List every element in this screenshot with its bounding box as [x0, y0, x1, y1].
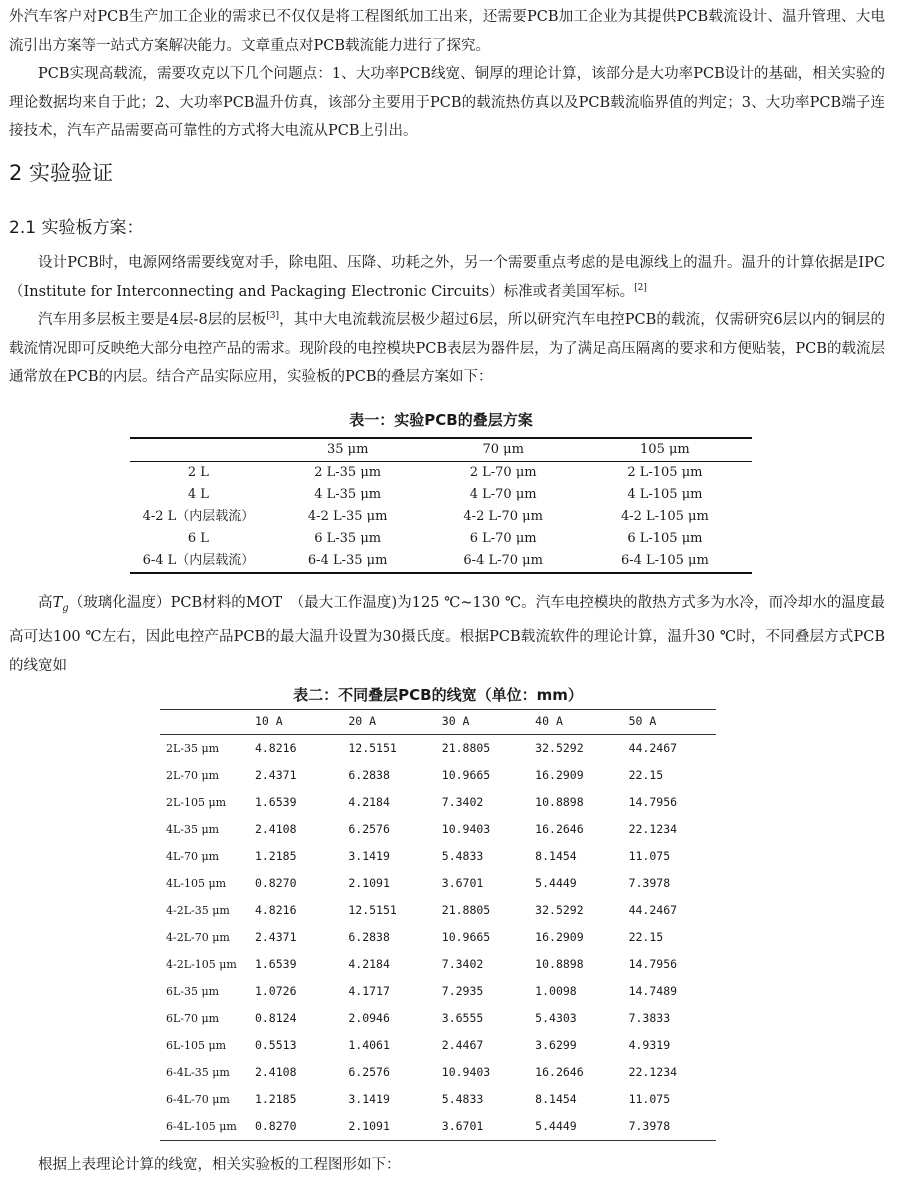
value-cell: 2 L-35 μm — [314, 465, 382, 480]
table-1-row — [130, 528, 752, 550]
tg-paragraph-prefix: 高 — [38, 595, 53, 611]
value-cell: 7.3402 — [441, 957, 484, 971]
table-2-row — [160, 924, 716, 951]
value-cell: 21.8805 — [441, 741, 491, 755]
table-2-header-row — [160, 710, 716, 735]
tg-paragraph — [9, 589, 885, 680]
section-2-1-paragraph-2-text-b: ，其中大电流载流层极少超过6层，所以研究汽车电控PCB的载流，仅需研究6层以内的铜层的载流情况即可反映绝大部分电控产品的需求。现阶段的电控模块PCB表层为器件层，为了满足高压隔离的要求和方便贴装，PCB的载流层通常放在PCB的内层。结合产品实际应用，实验板的PCB的叠层方案如下： — [9, 312, 885, 385]
value-cell: 14.7956 — [628, 795, 678, 809]
value-cell: 3.6555 — [441, 1011, 484, 1025]
value-cell: 2.0946 — [348, 1011, 390, 1025]
tg-symbol: T — [52, 595, 63, 611]
citation-2: [2] — [634, 282, 647, 293]
table-2-row — [160, 735, 716, 763]
table-2-row — [160, 1059, 716, 1086]
table-2-header-cell: 20 A — [348, 714, 377, 728]
section-2-1-paragraph-1-text: 设计PCB时，电源网络需要线宽对手，除电阻、压降、功耗之外，另一个需要重点考虑的是电源线上的温升。温升的计算依据是IPC（Institute for Interconnecting and Packaging Electronic Circuits）标准或者美国军标。 — [9, 255, 885, 300]
value-cell: 7.3978 — [628, 1119, 671, 1133]
table-1-header-cell: 35 μm — [326, 442, 369, 457]
value-cell: 14.7956 — [628, 957, 678, 971]
value-cell: 6-4 L-35 μm — [307, 553, 388, 568]
value-cell: 5.4833 — [441, 1092, 484, 1106]
table-2-row — [160, 789, 716, 816]
tg-paragraph-text: （玻璃化温度）PCB材料的MOT （最大工作温度)为125 ℃~130 ℃。汽车电控模块的散热方式多为水冷，而冷却水的温度最高可达100 ℃左右，因此电控产品PCB的最大温升设置为30摄氏度。根据PCB载流软件的理论计算，温升30 ℃时，不同叠层方式PCB的线宽如 — [9, 595, 885, 674]
value-cell: 1.6539 — [254, 795, 297, 809]
citation-3: [3] — [266, 311, 280, 321]
value-cell: 1.0726 — [254, 984, 297, 998]
value-cell: 6.2576 — [348, 822, 390, 836]
value-cell: 4.8216 — [254, 741, 297, 755]
table-2-header-cell: 50 A — [628, 714, 657, 728]
table-1-row — [130, 462, 752, 485]
table-2-body — [160, 735, 716, 1141]
row-label-cell: 6L-105 μm — [166, 1039, 227, 1052]
intro-paragraph-continued: 外汽车客户对PCB生产加工企业的需求已不仅仅是将工程图纸加工出来，还需要PCB加工企业为其提供PCB载流设计、温升管理、大电流引出方案等一站式方案解决能力。文章重点对PCB载流能力进行了探究。 — [9, 9, 885, 54]
intro-paragraph-problems: PCB实现高载流，需要攻克以下几个问题点：1、大功率PCB线宽、铜厚的理论计算，该部分是大功率PCB设计的基础，相关实验的理论数据均来自于此；2、大功率PCB温升仿真，该部分主要用于PCB的载流热仿真以及PCB载流临界值的判定；3、大功率PCB端子连接技术，汽车产品需要高可靠性的方式将大电流从PCB上引出。 — [9, 66, 885, 139]
value-cell: 4 L-35 μm — [314, 487, 382, 502]
row-label-cell: 2L-35 μm — [166, 742, 220, 755]
value-cell: 3.1419 — [348, 849, 390, 863]
value-cell: 4.1717 — [348, 984, 390, 998]
value-cell: 6-4 L-70 μm — [463, 553, 543, 568]
value-cell: 2.4371 — [254, 930, 297, 944]
row-label-cell: 6-4 L（内层载流） — [142, 553, 255, 568]
value-cell: 4.2184 — [348, 795, 390, 809]
value-cell: 22.15 — [628, 768, 664, 782]
row-label-cell: 6L-70 μm — [166, 1012, 220, 1025]
table-2-row — [160, 897, 716, 924]
value-cell: 3.6701 — [441, 876, 484, 890]
value-cell: 21.8805 — [441, 903, 491, 917]
value-cell: 3.6299 — [535, 1038, 577, 1052]
value-cell: 16.2646 — [535, 822, 584, 836]
row-label-cell: 4L-70 μm — [166, 850, 220, 863]
row-label-cell: 4-2 L（内层载流） — [142, 509, 255, 524]
table-1-row — [130, 506, 752, 528]
row-label-cell: 6-4L-70 μm — [166, 1093, 230, 1106]
tg-subscript: g — [62, 602, 69, 614]
row-label-cell: 4-2L-70 μm — [166, 931, 230, 944]
value-cell: 11.075 — [628, 849, 671, 863]
value-cell: 4-2 L-105 μm — [620, 509, 709, 524]
table-1-row — [130, 484, 752, 506]
table-2-line-width — [160, 709, 716, 1141]
table-1-header-row — [130, 438, 752, 462]
value-cell: 16.2909 — [535, 768, 584, 782]
table-1-body — [130, 462, 752, 574]
value-cell: 8.1454 — [535, 1092, 577, 1106]
value-cell: 7.3978 — [628, 876, 671, 890]
value-cell: 4-2 L-35 μm — [307, 509, 388, 524]
row-label-cell: 6-4L-35 μm — [166, 1066, 230, 1079]
row-label-cell: 6L-35 μm — [166, 985, 220, 998]
table-2-row — [160, 1086, 716, 1113]
value-cell: 1.2185 — [254, 1092, 297, 1106]
value-cell: 4-2 L-70 μm — [463, 509, 543, 524]
value-cell: 2.4108 — [254, 822, 297, 836]
value-cell: 3.1419 — [348, 1092, 390, 1106]
value-cell: 12.5151 — [348, 903, 397, 917]
value-cell: 2.1091 — [348, 1119, 390, 1133]
row-label-cell: 6 L — [187, 531, 209, 546]
table-1-header-cell: 105 μm — [640, 442, 690, 457]
value-cell: 16.2909 — [535, 930, 584, 944]
table-1-row — [130, 550, 752, 573]
value-cell: 0.8270 — [254, 876, 297, 890]
value-cell: 5.4303 — [535, 1011, 577, 1025]
value-cell: 1.0098 — [535, 984, 577, 998]
value-cell: 4 L-105 μm — [627, 487, 703, 502]
value-cell: 22.1234 — [628, 1065, 678, 1079]
row-label-cell: 2L-105 μm — [166, 796, 227, 809]
value-cell: 2 L-70 μm — [469, 465, 537, 480]
table-1-caption: 表一：实验PCB的叠层方案 — [349, 411, 533, 429]
value-cell: 2.4108 — [254, 1065, 297, 1079]
value-cell: 5.4833 — [441, 849, 484, 863]
value-cell: 4.2184 — [348, 957, 390, 971]
closing-paragraph: 根据上表理论计算的线宽，相关实验板的工程图形如下： — [38, 1157, 401, 1173]
section-2-1-paragraph-2-text-a: 汽车用多层板主要是4层-8层的层板 — [38, 312, 267, 328]
row-label-cell: 4-2L-35 μm — [166, 904, 230, 917]
value-cell: 14.7489 — [628, 984, 678, 998]
value-cell: 1.6539 — [254, 957, 297, 971]
section-2-1-paragraph-2 — [9, 306, 885, 392]
value-cell: 10.9665 — [441, 768, 491, 782]
table-2-row — [160, 816, 716, 843]
value-cell: 7.3833 — [628, 1011, 671, 1025]
table-1-header-cell: 70 μm — [482, 442, 524, 457]
table-2-row — [160, 951, 716, 978]
row-label-cell: 2 L — [187, 465, 209, 480]
table-2-header-cell: 40 A — [535, 714, 563, 728]
value-cell: 6 L-35 μm — [314, 531, 382, 546]
table-2-row — [160, 843, 716, 870]
value-cell: 1.2185 — [254, 849, 297, 863]
value-cell: 3.6701 — [441, 1119, 484, 1133]
value-cell: 0.8270 — [254, 1119, 297, 1133]
value-cell: 12.5151 — [348, 741, 397, 755]
value-cell: 32.5292 — [535, 903, 584, 917]
value-cell: 6 L-70 μm — [469, 531, 537, 546]
value-cell: 22.15 — [628, 930, 664, 944]
value-cell: 2.1091 — [348, 876, 390, 890]
row-label-cell: 6-4L-105 μm — [166, 1120, 237, 1133]
value-cell: 2.4371 — [254, 768, 297, 782]
value-cell: 22.1234 — [628, 822, 678, 836]
value-cell: 32.5292 — [535, 741, 584, 755]
row-label-cell: 4-2L-105 μm — [166, 958, 237, 971]
value-cell: 6.2838 — [348, 930, 390, 944]
value-cell: 7.2935 — [441, 984, 484, 998]
table-1-stackup — [130, 437, 752, 574]
table-2-header-cell: 10 A — [254, 714, 283, 728]
table-2-row — [160, 870, 716, 897]
value-cell: 44.2467 — [628, 741, 678, 755]
table-2-header-cell — [160, 710, 249, 735]
table-2-header-cell: 30 A — [441, 714, 470, 728]
value-cell: 5.4449 — [535, 1119, 577, 1133]
section-2-1-heading: 2.1 实验板方案： — [9, 218, 144, 238]
value-cell: 4.9319 — [628, 1038, 671, 1052]
value-cell: 4 L-70 μm — [469, 487, 537, 502]
value-cell: 6-4 L-105 μm — [620, 553, 709, 568]
value-cell: 6 L-105 μm — [627, 531, 703, 546]
value-cell: 10.9665 — [441, 930, 491, 944]
value-cell: 10.9403 — [441, 1065, 491, 1079]
table-2-caption: 表二：不同叠层PCB的线宽（单位：mm） — [293, 686, 583, 704]
value-cell: 7.3402 — [441, 795, 484, 809]
section-2-1-paragraph-1 — [9, 249, 885, 306]
value-cell: 0.8124 — [254, 1011, 297, 1025]
value-cell: 10.8898 — [535, 795, 584, 809]
table-1-header-cell — [130, 438, 267, 462]
value-cell: 1.4061 — [348, 1038, 390, 1052]
value-cell: 44.2467 — [628, 903, 678, 917]
value-cell: 11.075 — [628, 1092, 671, 1106]
table-2-row — [160, 1113, 716, 1141]
row-label-cell: 4L-105 μm — [166, 877, 227, 890]
table-2-row — [160, 978, 716, 1005]
value-cell: 4.8216 — [254, 903, 297, 917]
table-2-row — [160, 1032, 716, 1059]
value-cell: 8.1454 — [535, 849, 577, 863]
value-cell: 0.5513 — [254, 1038, 297, 1052]
row-label-cell: 4 L — [187, 487, 209, 502]
value-cell: 10.9403 — [441, 822, 491, 836]
value-cell: 5.4449 — [535, 876, 577, 890]
row-label-cell: 2L-70 μm — [166, 769, 220, 782]
value-cell: 2 L-105 μm — [627, 465, 703, 480]
value-cell: 10.8898 — [535, 957, 584, 971]
section-2-heading: 2 实验验证 — [9, 161, 114, 185]
table-2-row — [160, 762, 716, 789]
value-cell: 6.2838 — [348, 768, 390, 782]
table-2-row — [160, 1005, 716, 1032]
row-label-cell: 4L-35 μm — [166, 823, 220, 836]
value-cell: 6.2576 — [348, 1065, 390, 1079]
value-cell: 2.4467 — [441, 1038, 484, 1052]
value-cell: 16.2646 — [535, 1065, 584, 1079]
